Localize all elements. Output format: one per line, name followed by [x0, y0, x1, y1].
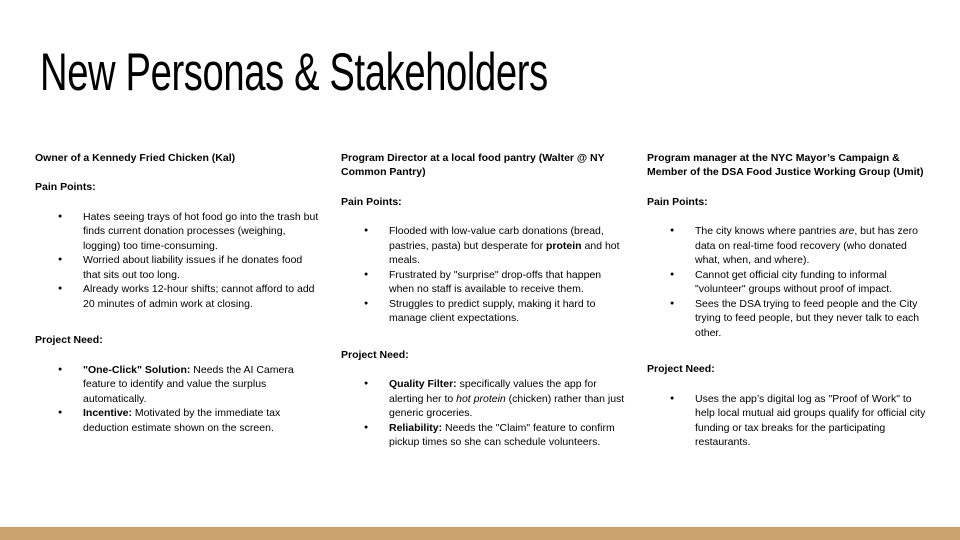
- text-run: Needs the AI Camera feature to identify and value the surplus automatically.: [83, 363, 294, 405]
- bullet-list: [647, 224, 932, 340]
- text-run: hot protein: [456, 392, 506, 405]
- text-run: (chicken) rather than just generic groceries.: [389, 392, 625, 420]
- text-run: Motivated by the immediate tax deduction estimate shown on the screen.: [83, 407, 281, 434]
- text-run: are: [839, 225, 855, 238]
- slide-title: New Personas & Stakeholders: [40, 43, 548, 102]
- text-run: specifically values the app for alerting her to: [389, 378, 597, 405]
- text-run: The city knows where pantries: [695, 225, 840, 238]
- text-run: Sees the DSA trying to feed people and the City trying to feed people, but they never talk to each other.: [695, 297, 920, 339]
- persona-column: [341, 151, 626, 472]
- text-run: Struggles to predict supply, making it hard to manage client expectations.: [389, 297, 596, 325]
- bullet-item: [83, 363, 320, 406]
- bullet-item: [389, 268, 626, 297]
- bullet-item: [389, 224, 626, 267]
- personas-columns: [35, 151, 932, 472]
- bullet-list: [341, 224, 626, 325]
- text-run: Quality Filter:: [389, 378, 457, 391]
- footer-accent-bar: [0, 527, 960, 540]
- text-run: "One-Click" Solution:: [83, 363, 191, 376]
- section-label: Project Need:: [647, 363, 715, 376]
- bullet-item: [695, 268, 932, 297]
- bullet-item: [83, 282, 320, 311]
- persona-heading: Owner of a Kennedy Fried Chicken (Kal): [35, 152, 236, 164]
- section-label: Pain Points:: [35, 181, 96, 194]
- bullet-item: [83, 406, 320, 435]
- bullet-item: [389, 377, 626, 420]
- text-run: Hates seeing trays of hot food go into the trash but finds current donation processes (weighing, logging) too time-consuming.: [83, 210, 319, 252]
- bullet-item: [695, 392, 932, 450]
- bullet-item: [695, 224, 932, 267]
- bullet-list: [35, 210, 320, 311]
- text-run: protein: [546, 239, 582, 252]
- section-label: Project Need:: [35, 334, 103, 347]
- section-label: Pain Points:: [341, 195, 402, 208]
- persona-heading: Program manager at the NYC Mayor’s Campaign & Member of the DSA Food Justice Working Group (Umit): [647, 152, 924, 179]
- bullet-item: [389, 297, 626, 326]
- text-run: Incentive:: [83, 407, 133, 420]
- bullet-item: [389, 421, 626, 450]
- bullet-item: [83, 253, 320, 282]
- text-run: Already works 12-hour shifts; cannot afford to add 20 minutes of admin work at closing.: [83, 283, 315, 310]
- bullet-item: [695, 297, 932, 340]
- text-run: and hot meals.: [389, 239, 620, 267]
- bullet-item: [83, 210, 320, 253]
- bullet-list: [647, 392, 932, 450]
- text-run: Uses the app’s digital log as "Proof of Work" to help local mutual aid groups qualify for official city funding or tax breaks for the participating restaurants.: [695, 392, 926, 449]
- section-label: Project Need:: [341, 348, 409, 361]
- text-run: Needs the "Claim" feature to confirm pickup times so she can schedule volunteers.: [389, 421, 615, 449]
- text-run: , but has zero data on real-time food recovery (who donated what, when, and where).: [695, 225, 918, 267]
- bullet-list: [341, 377, 626, 449]
- persona-heading: Program Director at a local food pantry (Walter @ NY Common Pantry): [341, 152, 605, 179]
- persona-column: [647, 151, 932, 472]
- text-run: Frustrated by "surprise" drop-offs that happen when no staff is available to receive them.: [389, 268, 602, 296]
- text-run: Cannot get official city funding to informal "volunteer" groups without proof of impact.: [695, 268, 893, 296]
- section-label: Pain Points:: [647, 195, 708, 208]
- text-run: Reliability:: [389, 421, 443, 434]
- text-run: Flooded with low-value carb donations (bread, pastries, pasta) but desperate for: [389, 225, 604, 252]
- text-run: Worried about liability issues if he donates food that sits out too long.: [83, 254, 303, 281]
- bullet-list: [35, 363, 320, 435]
- persona-column: [35, 151, 320, 472]
